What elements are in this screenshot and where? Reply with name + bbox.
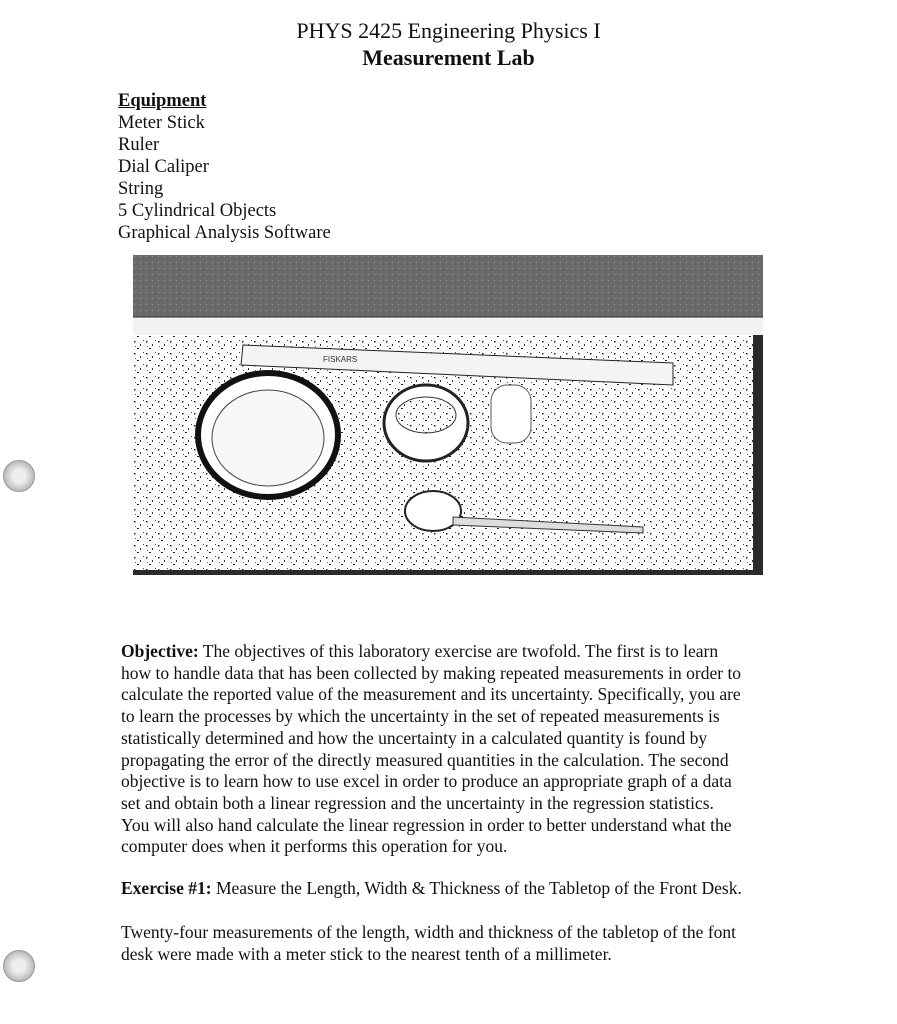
objective-line: computer does when it performs this operation for you. <box>121 836 508 857</box>
equipment-item: Dial Caliper <box>118 157 209 177</box>
binder-hole-punch-icon <box>3 950 35 982</box>
course-title: PHYS 2425 Engineering Physics I <box>296 18 601 43</box>
equipment-section <box>118 90 331 244</box>
equipment-item: Graphical Analysis Software <box>118 223 331 243</box>
equipment-item: Ruler <box>118 135 160 155</box>
lab-title: Measurement Lab <box>362 45 535 70</box>
exercise1-body <box>121 922 801 965</box>
objective-line: how to handle data that has been collected by making repeated measurements in order to <box>121 662 742 683</box>
small-cylinder-object <box>491 385 531 443</box>
photo-background-wall <box>133 255 763 317</box>
exercise1-title: Measure the Length, Width & Thickness of the Tabletop of the Front Desk. <box>211 878 742 898</box>
exercise1-body-line: desk were made with a meter stick to the nearest tenth of a millimeter. <box>121 943 612 964</box>
objective-line: statistically determined and how the uncertainty in a calculated quantity is found by <box>121 727 708 748</box>
objective-line: You will also hand calculate the linear regression in order to better understand what the <box>121 814 732 835</box>
exercise1-label: Exercise #1: <box>121 878 212 898</box>
objective-line: to learn the processes by which the uncertainty in the set of repeated measurements is <box>121 706 720 727</box>
objective-line: calculate the reported value of the measurement and its uncertainty. Specifically, you are <box>121 684 741 705</box>
objective-line: propagating the error of the directly measured quantities in the calculation. The second <box>121 749 729 770</box>
binder-hole-punch-icon <box>3 460 35 492</box>
equipment-item: 5 Cylindrical Objects <box>118 201 277 221</box>
objective-line: set and obtain both a linear regression and the uncertainty in the regression statistics. <box>121 792 714 813</box>
objective-label: Objective: <box>121 641 199 661</box>
ruler-brand-text: FISKARS <box>323 355 358 364</box>
objective-line: The objectives of this laboratory exercise are twofold. The first is to learn <box>198 641 719 661</box>
objective-line: objective is to learn how to use excel in order to produce an appropriate graph of a data <box>121 771 732 792</box>
objective-paragraph <box>121 641 801 858</box>
exercise1-heading <box>121 878 801 900</box>
equipment-item: String <box>118 179 164 199</box>
equipment-heading: Equipment <box>118 91 207 111</box>
equipment-photo <box>133 255 763 575</box>
meter-stick <box>133 317 763 335</box>
exercise1-body-line: Twenty-four measurements of the length, width and thickness of the tabletop of the font <box>121 922 737 942</box>
equipment-item: Meter Stick <box>118 113 205 133</box>
